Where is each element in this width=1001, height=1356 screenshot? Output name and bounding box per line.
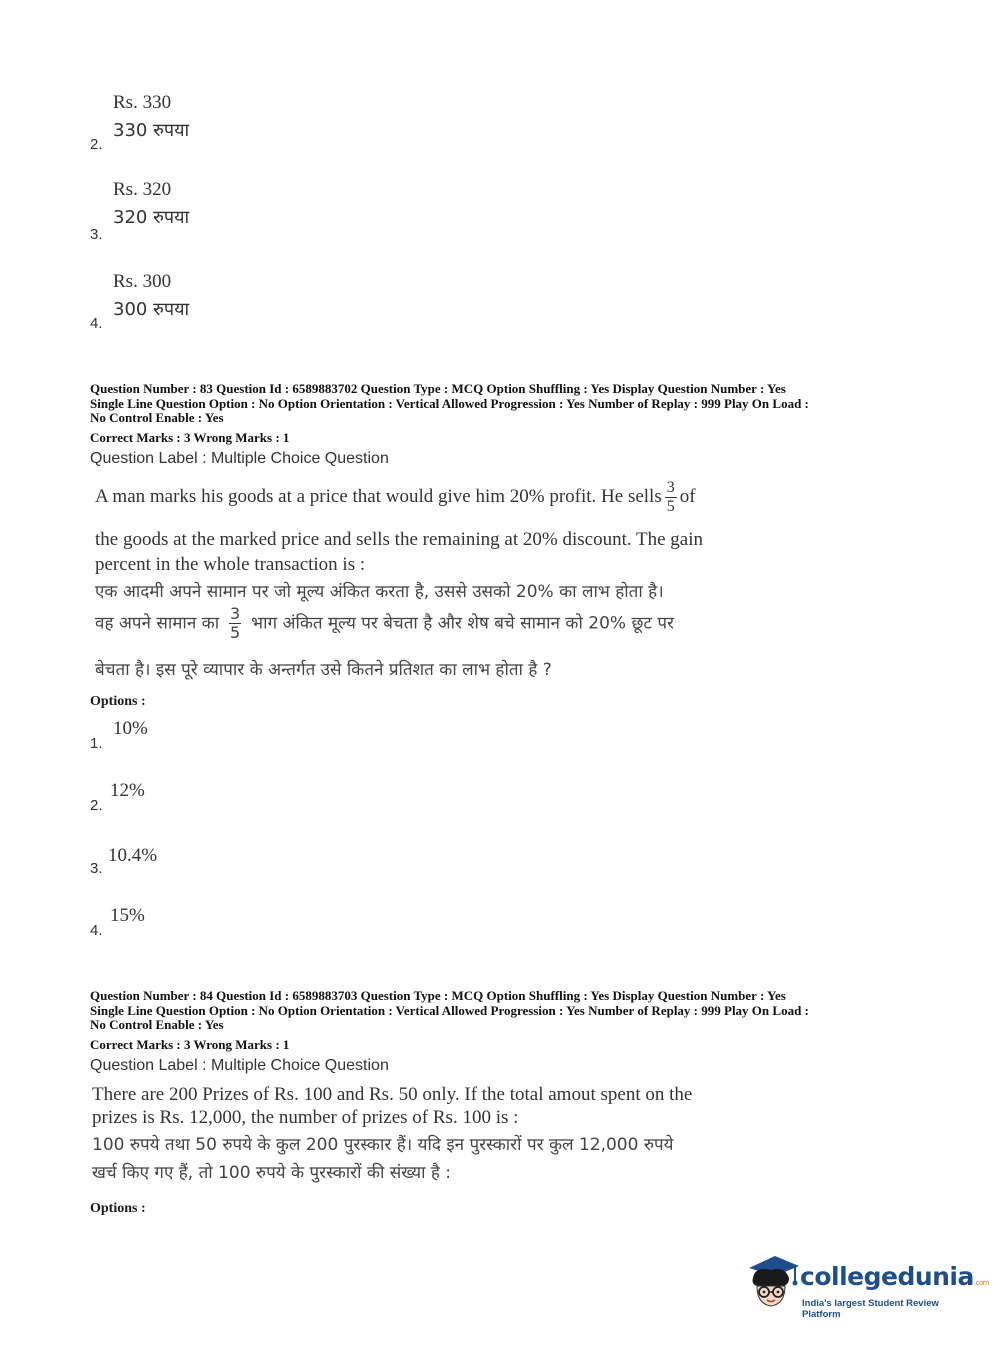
collegedunia-logo (745, 1252, 990, 1320)
prev-option-3-number: 3. (90, 226, 103, 243)
q83-meta-line-1: Question Number : 83 Question Id : 6589883702 Question Type : MCQ Option Shuffling : Yes Display Question Number : Yes (90, 381, 786, 396)
q83-hindi-line-3: बेचता है। इस पूरे व्यापार के अन्तर्गत उसे कितने प्रतिशत का लाभ होता है ? (95, 660, 552, 680)
prev-option-4-english: Rs. 300 (113, 271, 172, 292)
q84-hindi-line-1: 100 रुपये तथा 50 रुपये के कुल 200 पुरस्कार हैं। यदि इन पुरस्कारों पर कुल 12,000 रुपये (92, 1135, 674, 1155)
prev-option-2-number: 2. (90, 136, 103, 153)
prev-option-4-hindi: 300 रुपया (113, 299, 190, 320)
q83-options-title: Options : (90, 694, 146, 709)
q83-option-1-value: 10% (113, 718, 148, 739)
q83-option-1-number: 1. (90, 735, 103, 752)
q84-meta-line-1: Question Number : 84 Question Id : 6589883703 Question Type : MCQ Option Shuffling : Yes Display Question Number : Yes (90, 988, 786, 1003)
q83-option-3-value: 10.4% (108, 845, 158, 866)
fraction-numerator: 3 (666, 479, 675, 496)
q83-metadata (90, 382, 920, 426)
q84-question-label: Question Label : Multiple Choice Question (90, 1057, 389, 1074)
q83-fraction-en (665, 480, 677, 515)
q83-option-2-value: 12% (110, 780, 145, 801)
q83-hi-text-a: वह अपने सामान का (95, 613, 220, 634)
prev-option-4-number: 4. (90, 315, 103, 332)
q83-meta-line-3: No Control Enable : Yes (90, 410, 224, 425)
q83-option-2-number: 2. (90, 797, 103, 814)
q83-hi-text-b: भाग अंकित मूल्य पर बेचता है और शेष बचे सामान को 20% छूट पर (251, 613, 674, 634)
prev-option-3-hindi: 320 रुपया (113, 207, 190, 228)
prev-option-3-english: Rs. 320 (113, 179, 172, 200)
prev-option-2-hindi: 330 रुपया (113, 120, 190, 141)
q83-english-line-1 (95, 480, 696, 515)
q84-meta-line-3: No Control Enable : Yes (90, 1017, 224, 1032)
q83-hindi-line-2 (95, 606, 674, 641)
q84-english-line-1: There are 200 Prizes of Rs. 100 and Rs. 50 only. If the total amout spent on the (92, 1084, 693, 1105)
logo-tagline: India's largest Student Review Platform (802, 1298, 939, 1320)
q83-option-4-value: 15% (110, 905, 145, 926)
q83-question-label: Question Label : Multiple Choice Question (90, 450, 389, 467)
q83-meta-line-2: Single Line Question Option : No Option Orientation : Vertical Allowed Progression : Yes Number of Replay : 999 Play On Load : (90, 395, 809, 411)
logo-wordmark: collegedunia.com (800, 1262, 990, 1291)
q84-metadata (90, 989, 920, 1033)
q83-en-text-a: A man marks his goods at a price that would give him 20% profit. He sells (95, 485, 662, 507)
q83-hindi-line-1: एक आदमी अपने सामान पर जो मूल्य अंकित करता है, उससे उसको 20% का लाभ होता है। (95, 582, 664, 602)
q84-marks: Correct Marks : 3 Wrong Marks : 1 (90, 1037, 290, 1052)
q83-fraction-hi (229, 606, 241, 641)
q83-marks: Correct Marks : 3 Wrong Marks : 1 (90, 430, 290, 445)
q83-english-line-2: the goods at the marked price and sells the remaining at 20% discount. The gain (95, 529, 704, 550)
q83-en-text-b: of (679, 485, 696, 507)
q84-meta-line-2: Single Line Question Option : No Option Orientation : Vertical Allowed Progression : Yes Number of Replay : 999 Play On Load : (90, 1002, 809, 1018)
q83-option-4-number: 4. (90, 922, 103, 939)
q84-english-line-2: prizes is Rs. 12,000, the number of prizes of Rs. 100 is : (92, 1107, 519, 1128)
q84-options-title: Options : (90, 1201, 146, 1216)
fraction-numerator: 3 (230, 604, 241, 623)
prev-option-2-english: Rs. 330 (113, 92, 172, 113)
q83-option-3-number: 3. (90, 860, 103, 877)
fraction-denominator: 5 (666, 498, 675, 515)
fraction-denominator: 5 (230, 623, 241, 642)
q84-hindi-line-2: खर्च किए गए हैं, तो 100 रुपये के पुरस्कारों की संख्या है : (92, 1163, 452, 1183)
q83-english-line-3: percent in the whole transaction is : (95, 554, 366, 575)
mascot-icon (745, 1252, 801, 1310)
